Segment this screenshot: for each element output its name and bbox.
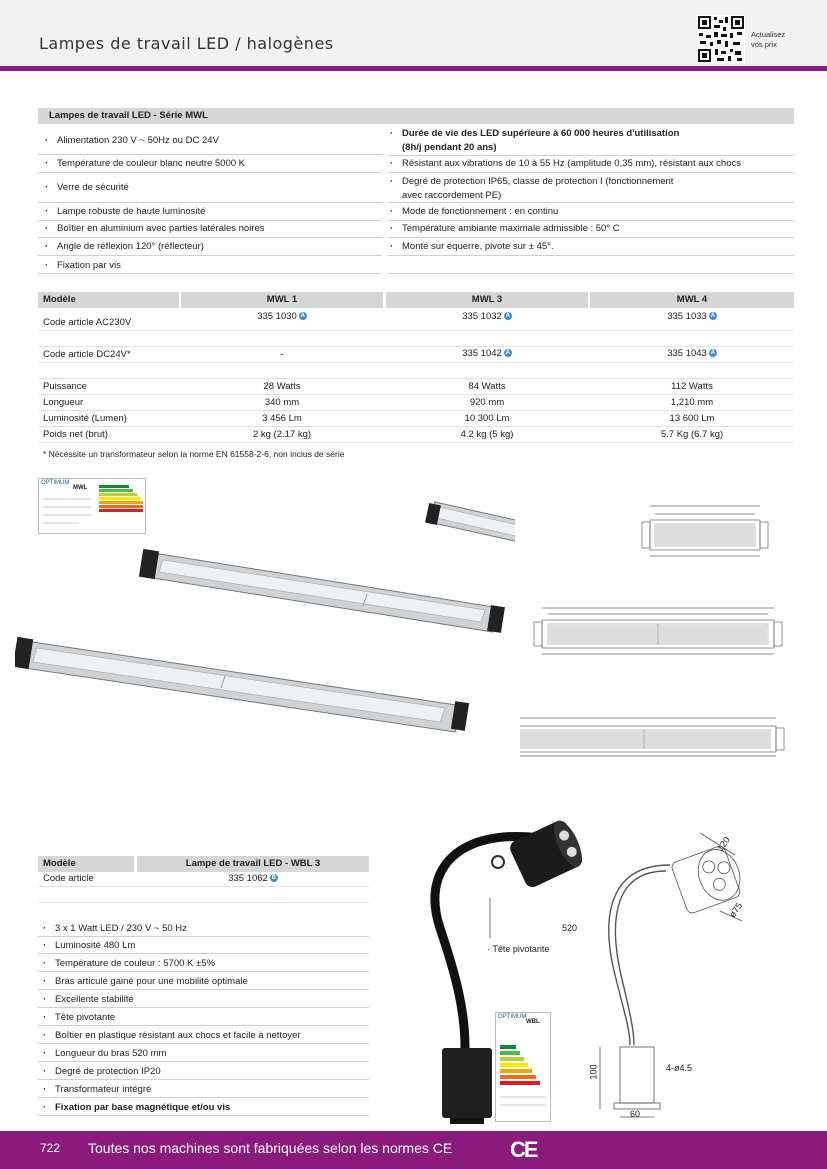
table-cell: 335 1032 A	[462, 311, 510, 322]
energy-class-badge: A	[710, 313, 715, 320]
table-cell: 340 mm	[264, 397, 300, 408]
energy-class-badge: A	[300, 313, 305, 320]
wbl-energy-label: OPTIMUM WBL	[495, 1012, 551, 1122]
table-cell: 1,210 mm	[670, 397, 714, 408]
feature-item: · Tête pivotante	[55, 1012, 115, 1023]
dim-label: 100	[588, 1064, 599, 1080]
feature-item: · Degré de protection IP20	[55, 1066, 161, 1077]
row-label: Code article	[43, 873, 94, 884]
feature-item: · Alimentation 230 V ~ 50Hz ou DC 24V	[57, 135, 219, 146]
feature-item: · Verre de sécurité	[57, 182, 129, 193]
mwl-features-heading: Lampes de travail LED - Série MWL	[38, 108, 794, 124]
page-number: 722	[40, 1141, 61, 1155]
feature-item: · Bras articulé gainé pour une mobilité optimale	[55, 976, 248, 987]
page-title: Lampes de travail LED / halogènes	[39, 34, 334, 53]
row-label: Code article AC230V	[43, 317, 132, 328]
ce-mark-icon: CE	[510, 1137, 537, 1162]
feature-item-cont: (8h/j pendant 20 ans)	[402, 142, 497, 153]
feature-item: · Luminosité 480 Lm	[55, 940, 135, 951]
feature-item: · Température de couleur : 5700 K ±5%	[55, 958, 215, 969]
feature-item: · Fixation par vis	[57, 260, 121, 271]
table-cell: 3 456 Lm	[262, 413, 302, 424]
feature-item: · Température de couleur blanc neutre 5000 K	[57, 158, 245, 169]
table-cell: 5.7 Kg (6.7 kg)	[660, 429, 724, 440]
table-header-mwl1: MWL 1	[181, 292, 383, 308]
table-footnote: * Nécessite un transformateur selon la norme EN 61558-2-6, non inclus de série	[43, 449, 345, 459]
feature-item: · Mode de fonctionnement : en continu	[402, 206, 558, 217]
table-header-model: Modèle	[38, 856, 134, 872]
feature-item: · Fixation par base magnétique et/ou vis	[55, 1102, 230, 1113]
wbl-technical-drawing	[562, 825, 800, 1125]
dim-label: 4-ø4.5	[666, 1063, 693, 1073]
table-cell: 84 Watts	[468, 381, 506, 392]
dim-label: 120	[715, 834, 732, 854]
feature-item: · Boîtier en plastique résistant aux chocs et facile à nettoyer	[55, 1030, 301, 1041]
qr-code-icon[interactable]	[697, 15, 745, 63]
page-footer	[0, 1131, 827, 1169]
feature-item: · Durée de vie des LED supérieure à 60 000 heures d'utilisation	[402, 128, 679, 139]
energy-class-badge: A	[505, 350, 510, 357]
dim-label: 60	[630, 1109, 641, 1119]
page-header	[0, 0, 827, 72]
callout-swivel-head: · Tête pivotante	[487, 944, 550, 954]
feature-item: · Longueur du bras 520 mm	[55, 1048, 166, 1059]
mwl-technical-drawings	[520, 492, 790, 762]
table-cell: 335 1043 A	[667, 348, 715, 359]
row-label: Code article DC24V*	[43, 349, 131, 360]
feature-item: · Monté sur équerre, pivote sur ± 45°.	[402, 241, 554, 252]
table-cell: 2 kg (2.17 kg)	[252, 429, 312, 440]
feature-item: · Boîtier en aluminium avec parties latérales noires	[57, 223, 265, 234]
table-cell: 335 1033 A	[667, 311, 715, 322]
mwl-energy-label: OPTIMUM MWL	[38, 478, 146, 534]
table-cell: 4.2 kg (5 kg)	[460, 429, 514, 440]
energy-class-badge: A	[710, 350, 715, 357]
feature-item: · Excellente stabilité	[55, 994, 134, 1005]
footer-slogan: Toutes nos machines sont fabriquées selon les normes CE	[88, 1140, 453, 1156]
table-cell: 10 300 Lm	[464, 413, 510, 424]
table-header-mwl4: MWL 4	[590, 292, 794, 308]
table-cell: 28 Watts	[263, 381, 301, 392]
feature-item: · Température ambiante maximale admissible : 50° C	[402, 223, 620, 234]
table-cell: 112 Watts	[671, 381, 713, 392]
feature-item: · Résistant aux vibrations de 10 à 55 Hz (amplitude 0,35 mm), résistant aux chocs	[402, 158, 741, 169]
dim-label: ø75	[727, 900, 745, 920]
feature-item: · Degré de protection IP65, classe de protection I (fonctionnement	[402, 176, 673, 187]
feature-item: · Angle de réflexion 120° (réflecteur)	[57, 241, 204, 252]
table-cell: 920 mm	[469, 397, 505, 408]
table-cell: 335 1030 A	[257, 311, 305, 322]
energy-class-badge: B	[271, 875, 276, 882]
row-label: Puissance	[43, 381, 87, 392]
qr-note: Actualisez vos prix	[751, 30, 786, 49]
feature-item: · Lampe robuste de haute luminosité	[57, 206, 205, 217]
feature-item: · 3 x 1 Watt LED / 230 V ~ 50 Hz	[55, 923, 187, 934]
row-label: Longueur	[43, 397, 84, 408]
table-cell: -	[280, 349, 284, 360]
table-cell: 335 1062 B	[228, 873, 276, 884]
table-cell: 335 1042 A	[462, 348, 510, 359]
table-cell: 13 600 Lm	[669, 413, 715, 424]
table-header-model: Modèle	[38, 292, 179, 308]
feature-item: · Transformateur intégré	[55, 1084, 151, 1095]
header-accent-bar	[0, 66, 827, 71]
dim-label: 520	[562, 923, 578, 933]
row-label: Luminosité (Lumen)	[43, 413, 127, 424]
mwl-product-image	[15, 490, 515, 760]
table-header-wbl3: Lampe de travail LED - WBL 3	[137, 856, 369, 872]
row-label: Poids net (brut)	[43, 429, 108, 440]
feature-item-cont: avec raccordement PE)	[402, 190, 502, 201]
table-header-mwl3: MWL 3	[386, 292, 588, 308]
energy-class-badge: A	[505, 313, 510, 320]
